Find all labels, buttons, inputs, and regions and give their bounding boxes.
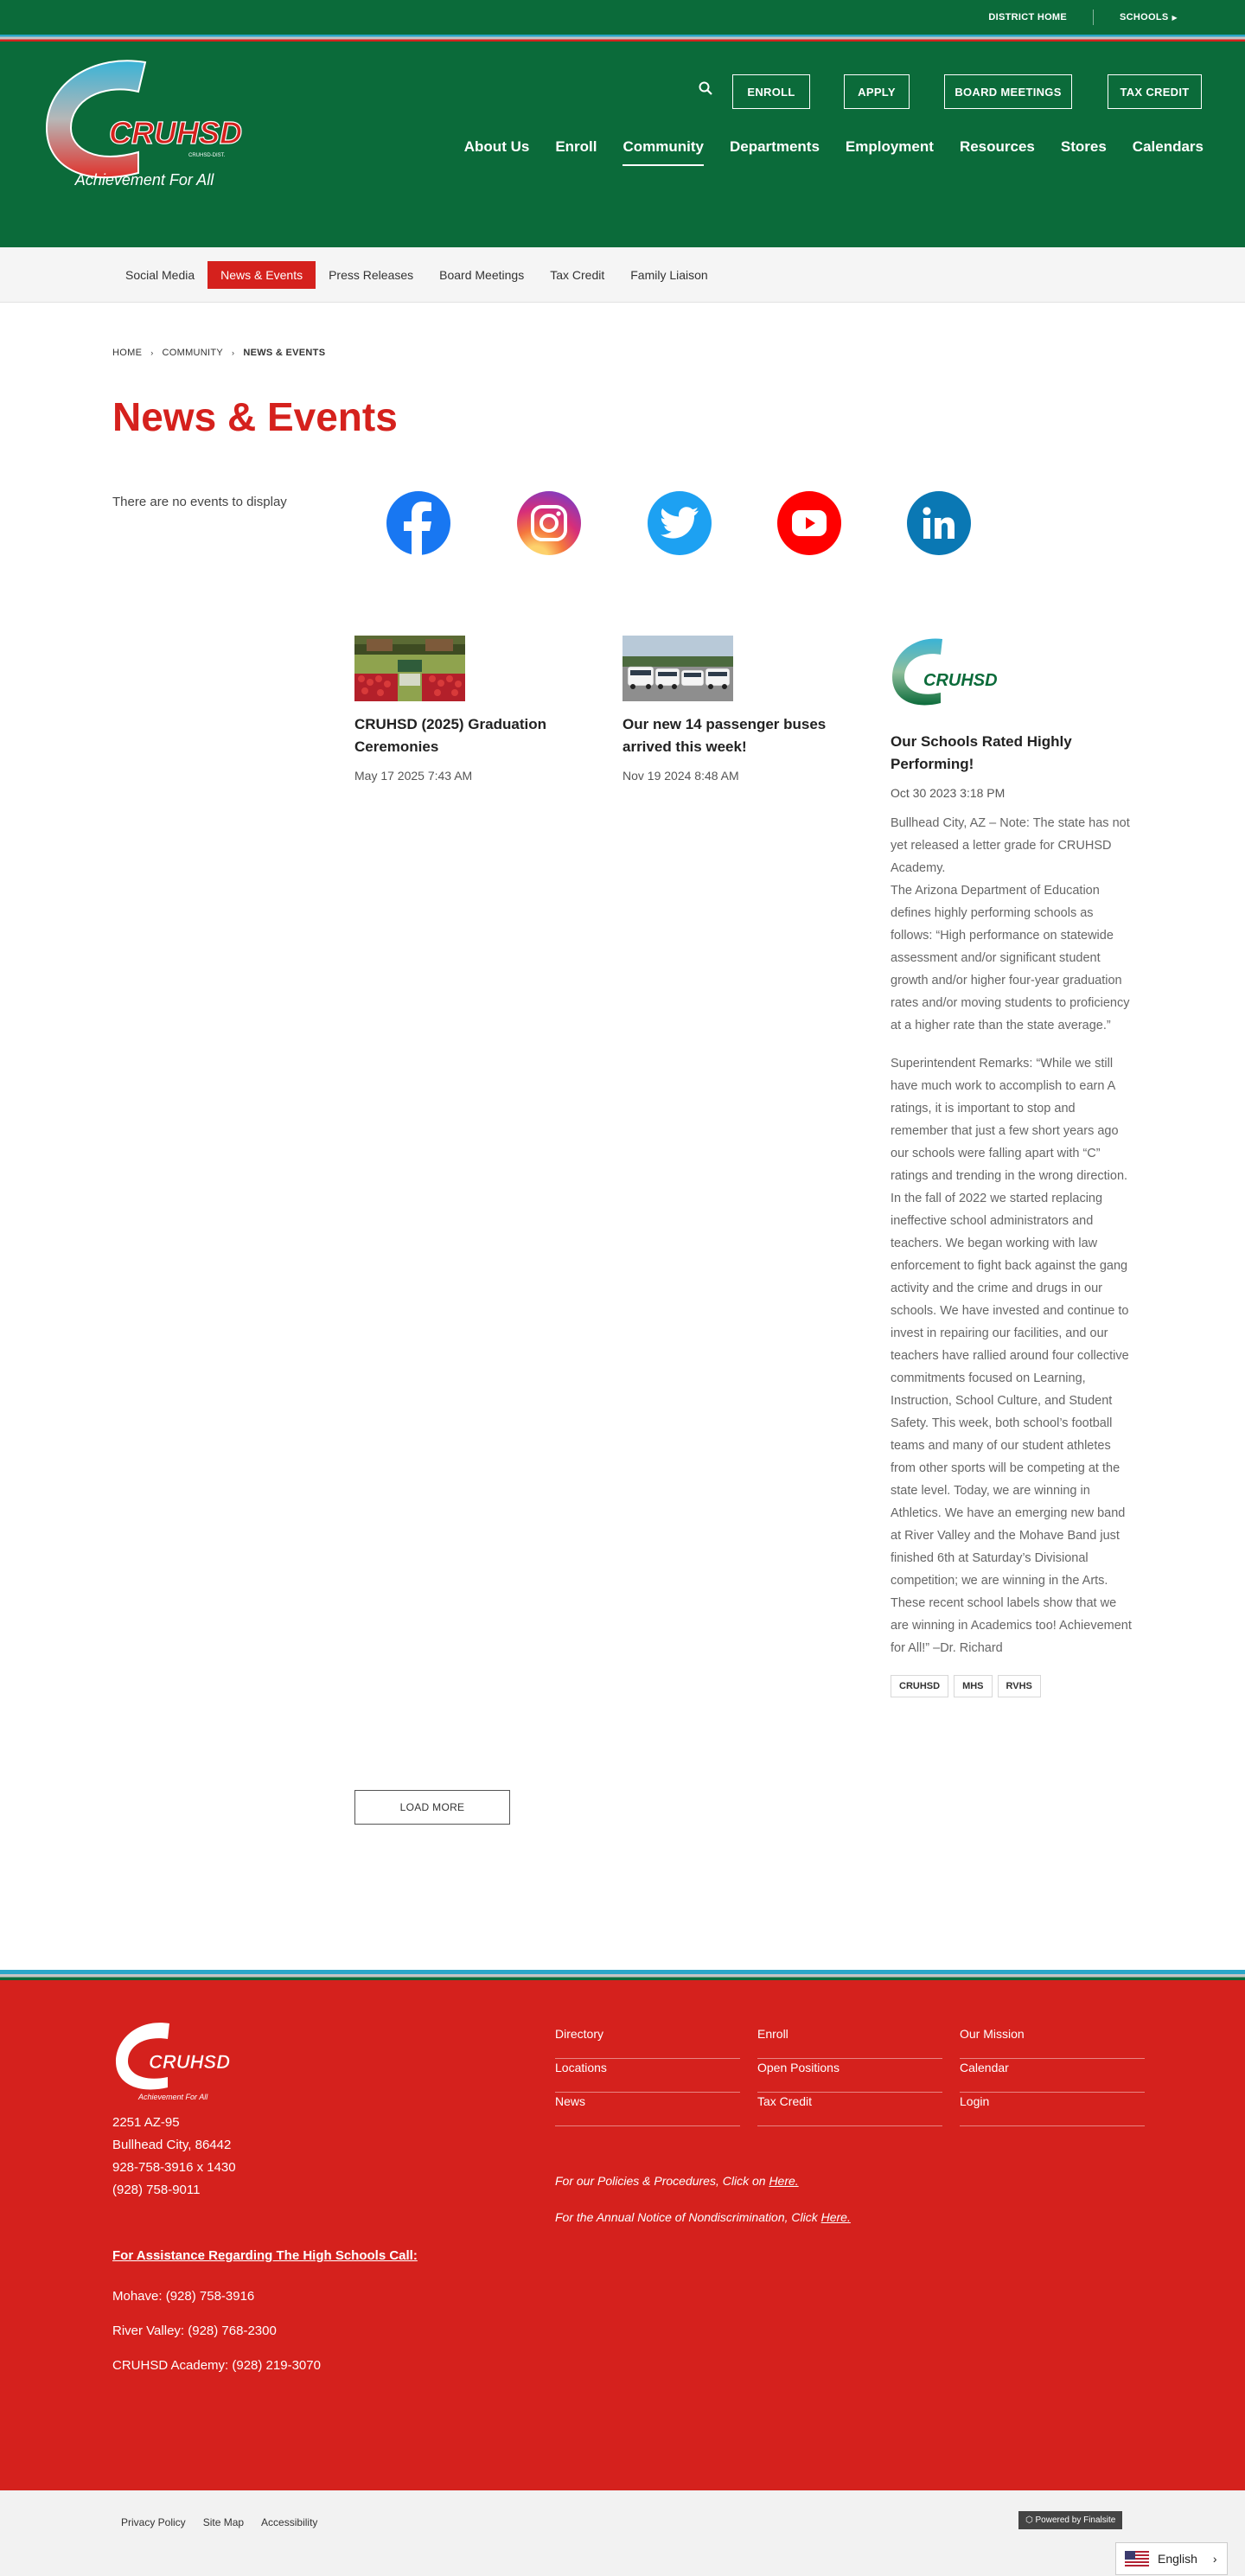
- news-item[interactable]: [891, 636, 1134, 1697]
- language-selector[interactable]: [1115, 2542, 1228, 2575]
- news-date: Nov 19 2024 8:48 AM: [622, 769, 739, 783]
- breadcrumb: [112, 348, 325, 358]
- powered-by-badge[interactable]: [1018, 2511, 1122, 2529]
- footer-address: [112, 2112, 236, 2202]
- site-footer: [0, 1980, 1245, 2490]
- policy-line: [555, 2174, 851, 2188]
- footer-link-tax-credit[interactable]: Tax Credit: [757, 2093, 942, 2126]
- breadcrumb-current: NEWS & EVENTS: [243, 348, 326, 358]
- tax-credit-button[interactable]: TAX CREDIT: [1108, 74, 1202, 109]
- twitter-icon[interactable]: [648, 491, 712, 555]
- subnav-tax-credit[interactable]: Tax Credit: [550, 267, 605, 282]
- bottom-bar: [0, 2490, 1245, 2576]
- svg-text:CRUHSD-DIST.: CRUHSD-DIST.: [188, 153, 226, 158]
- apply-button[interactable]: APPLY: [844, 74, 910, 109]
- footer-link-our-mission[interactable]: Our Mission: [960, 2025, 1145, 2059]
- policy-notices: [555, 2174, 851, 2247]
- subnav-press-releases[interactable]: Press Releases: [329, 267, 414, 282]
- district-home-link[interactable]: DISTRICT HOME: [988, 12, 1068, 22]
- footer-links: [555, 2025, 1145, 2126]
- linkedin-icon[interactable]: [907, 491, 971, 555]
- site-header: [0, 42, 1245, 247]
- news-item[interactable]: [354, 636, 598, 783]
- address-line: 2251 AZ-95: [112, 2115, 180, 2130]
- news-body-remarks: Superintendent Remarks: “While we still have much work to accomplish to earn A ratings, it is important to stop and remember that just a few short years ago our schools were falling apart with “C” ratings and trending in the wrong direction. In the fall of 2022 we started replacing ineffective school administrators and teachers. We began working with law enforcement to fight back against the gang activity and the crime and drugs in our schools. We have invested and continue to invest in repairing our facilities, and our teachers have rallied around four collective commitments focused on Learning, Instruction, School Culture, and Student Safety. This week, both school’s football teams and many of our student athletes from other sports will be competing at the state level. Today, we are winning in Athletics. We have an emerging new band at River Valley and the Mohave Band just finished 6th at Saturday’s Divisional competition; we are winning in the Arts. These recent school labels show that we are winning in Academics too! Achievement for All!” –Dr. Richard: [891, 1057, 1132, 1655]
- nav-stores[interactable]: Stores: [1060, 138, 1107, 155]
- chevron-right-icon: ›: [1212, 2552, 1217, 2566]
- caret-right-icon: ▶: [1172, 14, 1178, 22]
- address-city: Bullhead City, 86442: [112, 2138, 232, 2152]
- main-nav: [464, 138, 1204, 166]
- tag-mhs[interactable]: MHS: [954, 1675, 992, 1697]
- news-title[interactable]: CRUHSD (2025) Graduation Ceremonies: [354, 716, 546, 755]
- load-more-button[interactable]: LOAD MORE: [354, 1790, 510, 1825]
- enroll-button[interactable]: ENROLL: [732, 74, 810, 109]
- footer-stripe: [0, 1970, 1245, 1980]
- schools-label: SCHOOLS: [1120, 12, 1169, 22]
- notice-link[interactable]: Here.: [820, 2210, 851, 2224]
- notice-text: For the Annual Notice of Nondiscrimination, Click: [555, 2210, 821, 2224]
- utility-bar: [0, 0, 1245, 35]
- header-stripe: [0, 35, 1245, 42]
- svg-text:Achievement For All: Achievement For All: [138, 2093, 208, 2101]
- footer-link-enroll[interactable]: Enroll: [757, 2025, 942, 2059]
- subnav-board-meetings[interactable]: Board Meetings: [439, 267, 525, 282]
- board-meetings-button[interactable]: BOARD MEETINGS: [944, 74, 1072, 109]
- bottom-links: [121, 2516, 317, 2528]
- nav-community[interactable]: Community: [622, 138, 704, 166]
- search-icon[interactable]: [699, 81, 712, 95]
- news-body-note: Bullhead City, AZ – Note: The state has not yet released a letter grade for CRUHSD Academy.: [891, 816, 1130, 875]
- us-flag-icon: [1125, 2551, 1149, 2566]
- schools-menu[interactable]: [1094, 12, 1204, 22]
- assist-mohave: Mohave: (928) 758-3916: [112, 2289, 255, 2304]
- finalsite-icon: ⬡: [1025, 2515, 1036, 2525]
- svg-text:CRUHSD: CRUHSD: [149, 2051, 231, 2073]
- tag-cruhsd[interactable]: CRUHSD: [891, 1675, 948, 1697]
- nav-enroll[interactable]: Enroll: [555, 138, 597, 155]
- nav-about-us[interactable]: About Us: [463, 138, 530, 155]
- nav-departments[interactable]: Departments: [729, 138, 820, 155]
- nav-employment[interactable]: Employment: [845, 138, 934, 155]
- news-date: Oct 30 2023 3:18 PM: [891, 786, 1006, 800]
- assist-academy: CRUHSD Academy: (928) 219-3070: [112, 2358, 321, 2373]
- section-subnav: [0, 247, 1245, 303]
- powered-label: Powered by Finalsite: [1035, 2515, 1116, 2525]
- assist-river-valley: River Valley: (928) 768-2300: [112, 2324, 277, 2338]
- footer-logo[interactable]: [112, 2020, 233, 2103]
- tag-rvhs[interactable]: RVHS: [998, 1675, 1041, 1697]
- news-tags: [891, 1675, 1134, 1697]
- buses-thumbnail[interactable]: [622, 636, 733, 701]
- chevron-right-icon: ›: [150, 348, 154, 357]
- footer-link-directory[interactable]: Directory: [555, 2025, 740, 2059]
- assistance-section: [112, 2248, 418, 2393]
- accessibility-link[interactable]: Accessibility: [261, 2516, 318, 2528]
- footer-link-calendar[interactable]: Calendar: [960, 2059, 1145, 2093]
- svg-text:CRUHSD: CRUHSD: [109, 115, 243, 150]
- cruhsd-logo-thumbnail[interactable]: [891, 636, 1001, 719]
- breadcrumb-home[interactable]: HOME: [112, 348, 143, 358]
- subnav-social-media[interactable]: Social Media: [125, 267, 195, 282]
- footer-link-locations[interactable]: Locations: [555, 2059, 740, 2093]
- news-item[interactable]: [622, 636, 866, 783]
- phone-line[interactable]: 928-758-3916 x 1430: [112, 2160, 236, 2175]
- tagline: Achievement For All: [74, 171, 214, 189]
- language-label: English: [1158, 2552, 1197, 2566]
- footer-link-login[interactable]: Login: [960, 2093, 1145, 2126]
- svg-text:CRUHSD: CRUHSD: [923, 671, 998, 690]
- subnav-family-liaison[interactable]: Family Liaison: [630, 267, 708, 282]
- footer-link-open-positions[interactable]: Open Positions: [757, 2059, 942, 2093]
- footer-link-news[interactable]: News: [555, 2093, 740, 2126]
- graduation-thumbnail[interactable]: [354, 636, 465, 701]
- youtube-icon[interactable]: [777, 491, 841, 555]
- fax-line: (928) 758-9011: [112, 2183, 201, 2197]
- facebook-icon[interactable]: [386, 491, 450, 555]
- instagram-icon[interactable]: [517, 491, 581, 555]
- no-events-message: There are no events to display: [112, 495, 287, 509]
- assistance-heading[interactable]: For Assistance Regarding The High Schools Call:: [112, 2248, 418, 2263]
- notice-line: [555, 2210, 851, 2224]
- subnav-news-events[interactable]: News & Events: [208, 261, 316, 289]
- privacy-policy-link[interactable]: Privacy Policy: [121, 2516, 186, 2528]
- breadcrumb-community[interactable]: COMMUNITY: [162, 348, 224, 358]
- site-map-link[interactable]: Site Map: [202, 2516, 245, 2528]
- nav-calendars[interactable]: Calendars: [1132, 138, 1204, 155]
- news-title[interactable]: Our Schools Rated Highly Performing!: [891, 733, 1072, 772]
- chevron-right-icon: ›: [232, 348, 235, 357]
- news-date: May 17 2025 7:43 AM: [354, 769, 473, 783]
- news-body: [891, 812, 1134, 1659]
- policy-text: For our Policies & Procedures, Click on: [555, 2174, 769, 2188]
- nav-resources[interactable]: Resources: [959, 138, 1035, 155]
- page-title: News & Events: [112, 394, 398, 439]
- policy-link[interactable]: Here.: [769, 2174, 799, 2188]
- news-title[interactable]: Our new 14 passenger buses arrived this week!: [622, 716, 827, 755]
- news-body-definition: The Arizona Department of Education defines highly performing schools as follows: “High performance on statewide assessment and/or significant student growth and/or higher four-year graduation rates and/or moving students to proficiency at a higher rate than the state average.”: [891, 884, 1130, 1032]
